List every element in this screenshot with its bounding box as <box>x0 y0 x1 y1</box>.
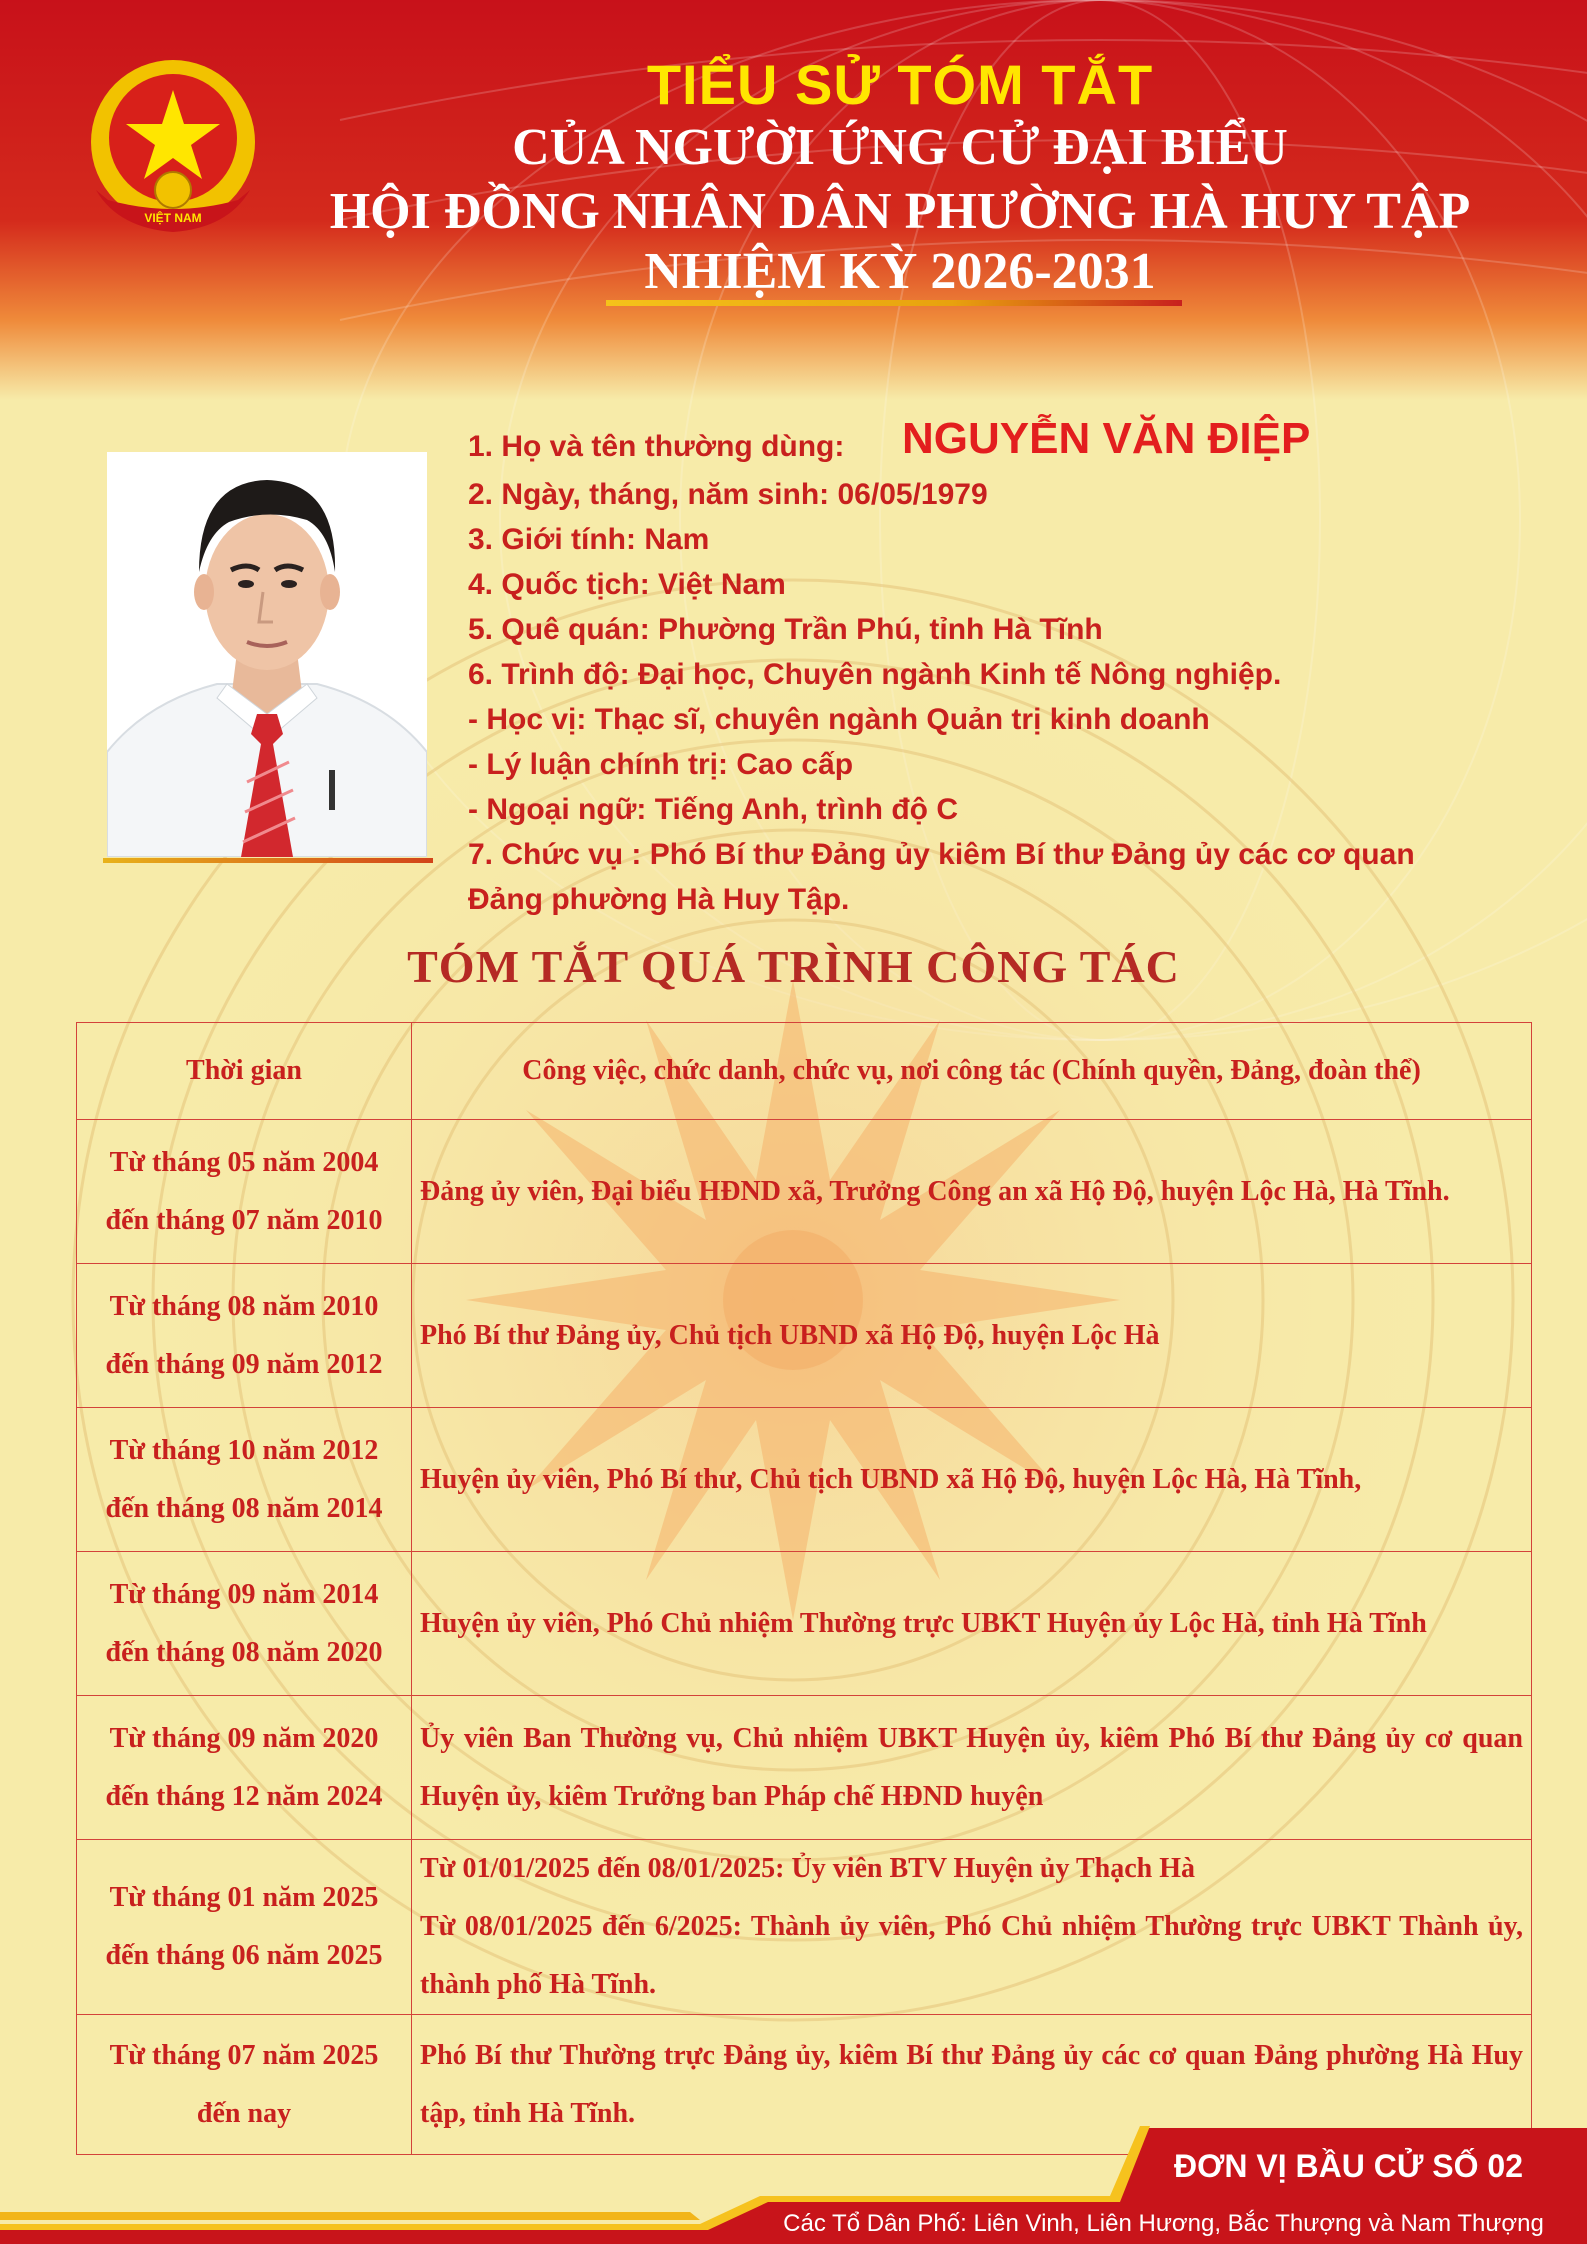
career-section-title: TÓM TẮT QUÁ TRÌNH CÔNG TÁC <box>407 941 1180 992</box>
period-cell <box>77 1696 412 1840</box>
candidate-name: NGUYỄN VĂN ĐIỆP <box>902 414 1311 463</box>
duty-text: Phó Bí thư Đảng ủy, Chủ tịch UBND xã Hộ Độ, huyện Lộc Hà <box>420 1319 1160 1351</box>
period-end: đến tháng 08 năm 2014 <box>105 1492 383 1524</box>
period-end: đến tháng 09 năm 2012 <box>105 1348 383 1380</box>
period-start: Từ tháng 01 năm 2025 <box>109 1882 379 1913</box>
duty-text: Huyện ủy viên, Phó Chủ nhiệm Thường trực UBKT Huyện ủy Lộc Hà, tỉnh Hà Tĩnh <box>420 1607 1427 1639</box>
period-start: Từ tháng 08 năm 2010 <box>109 1290 379 1322</box>
position-line-2: Đảng phường Hà Huy Tập. <box>468 883 850 916</box>
table-row <box>77 1264 1532 1408</box>
period-start: Từ tháng 10 năm 2012 <box>109 1434 379 1466</box>
document-title: TIỂU SỬ TÓM TẮT <box>646 53 1154 116</box>
period-column-header: Thời gian <box>77 1023 412 1120</box>
nationality: 4. Quốc tịch: Việt Nam <box>468 568 786 601</box>
academic-degree: - Học vị: Thạc sĩ, chuyên ngành Quản trị kinh doanh <box>468 703 1210 736</box>
period-cell <box>77 1840 412 2015</box>
duty-cell <box>412 1696 1532 1840</box>
birth-date: 2. Ngày, tháng, năm sinh: 06/05/1979 <box>468 478 988 511</box>
political-theory: - Lý luận chính trị: Cao cấp <box>468 748 854 781</box>
period-end: đến nay <box>196 2097 292 2129</box>
electoral-unit: ĐƠN VỊ BẦU CỬ SỐ 02 <box>1173 2148 1523 2184</box>
title-line-2: CỦA NGƯỜI ỨNG CỬ ĐẠI BIỂU <box>512 119 1288 176</box>
table-row <box>77 1408 1532 1552</box>
duty-text: Từ 01/01/2025 đến 08/01/2025: Ủy viên BTV Huyện ủy Thạch Hà <box>420 1853 1196 1884</box>
period-cell <box>77 1552 412 1696</box>
candidate-portrait <box>107 452 427 857</box>
gender: 3. Giới tính: Nam <box>468 523 710 556</box>
duty-text: Đảng ủy viên, Đại biểu HĐND xã, Trưởng Công an xã Hộ Độ, huyện Lộc Hà, Hà Tĩnh. <box>420 1175 1450 1207</box>
period-end: đến tháng 07 năm 2010 <box>105 1204 383 1236</box>
duty-text: Huyện ủy viên, Phó Bí thư, Chủ tịch UBND xã Hộ Độ, huyện Lộc Hà, Hà Tĩnh, <box>420 1463 1362 1495</box>
education-level: 6. Trình độ: Đại học, Chuyên ngành Kinh tế Nông nghiệp. <box>468 658 1282 691</box>
duty-column-header: Công việc, chức danh, chức vụ, nơi công tác (Chính quyền, Đảng, đoàn thể) <box>412 1023 1532 1120</box>
svg-text:VIỆT NAM: VIỆT NAM <box>144 211 202 225</box>
duty-cell <box>412 1120 1532 1264</box>
period-end: đến tháng 08 năm 2020 <box>105 1636 383 1668</box>
duty-cell <box>412 1264 1532 1408</box>
career-table <box>76 1022 1532 2155</box>
duty-text: Từ 08/01/2025 đến 6/2025: Thành ủy viên, Phó Chủ nhiệm Thường trực UBKT Thành ủy, thành phố Hà Tĩnh. <box>420 1911 1523 2000</box>
period-start: Từ tháng 09 năm 2014 <box>109 1578 379 1610</box>
duty-text: Ủy viên Ban Thường vụ, Chủ nhiệm UBKT Huyện ủy, kiêm Phó Bí thư Đảng ủy cơ quan Huyện ủy, kiêm Trưởng ban Pháp chế HĐND huyện <box>420 1722 1523 1812</box>
duty-cell <box>412 1408 1532 1552</box>
period-end: đến tháng 12 năm 2024 <box>105 1780 383 1812</box>
duty-cell <box>412 1552 1532 1696</box>
title-underline <box>606 300 1182 306</box>
table-header-row <box>77 1023 1532 1120</box>
table-row <box>77 1552 1532 1696</box>
period-cell <box>77 1264 412 1408</box>
period-start: Từ tháng 07 năm 2025 <box>109 2039 379 2071</box>
portrait-underline <box>103 858 433 863</box>
name-label: 1. Họ và tên thường dùng: <box>468 430 845 463</box>
table-row <box>77 1120 1532 1264</box>
period-cell <box>77 1408 412 1552</box>
residential-groups: Các Tổ Dân Phố: Liên Vinh, Liên Hương, Bắc Thượng và Nam Thượng <box>783 2210 1544 2237</box>
duty-text: Phó Bí thư Thường trực Đảng ủy, kiêm Bí thư Đảng ủy các cơ quan Đảng phường Hà Huy tập, tỉnh Hà Tĩnh. <box>420 2039 1523 2129</box>
period-end: đến tháng 06 năm 2025 <box>105 1940 383 1971</box>
hometown: 5. Quê quán: Phường Trần Phú, tỉnh Hà Tĩnh <box>468 613 1103 646</box>
title-line-3: HỘI ĐỒNG NHÂN DÂN PHƯỜNG HÀ HUY TẬP <box>329 183 1471 240</box>
position-line-1: 7. Chức vụ : Phó Bí thư Đảng ủy kiêm Bí thư Đảng ủy các cơ quan <box>468 838 1415 871</box>
period-cell <box>77 1120 412 1264</box>
duty-cell <box>412 1840 1532 2015</box>
table-row <box>77 1840 1532 2015</box>
period-start: Từ tháng 05 năm 2004 <box>109 1146 379 1178</box>
table-row <box>77 1696 1532 1840</box>
foreign-language: - Ngoại ngữ: Tiếng Anh, trình độ C <box>468 793 958 826</box>
period-start: Từ tháng 09 năm 2020 <box>109 1722 379 1754</box>
term-title: NHIỆM KỲ 2026-2031 <box>644 243 1156 300</box>
